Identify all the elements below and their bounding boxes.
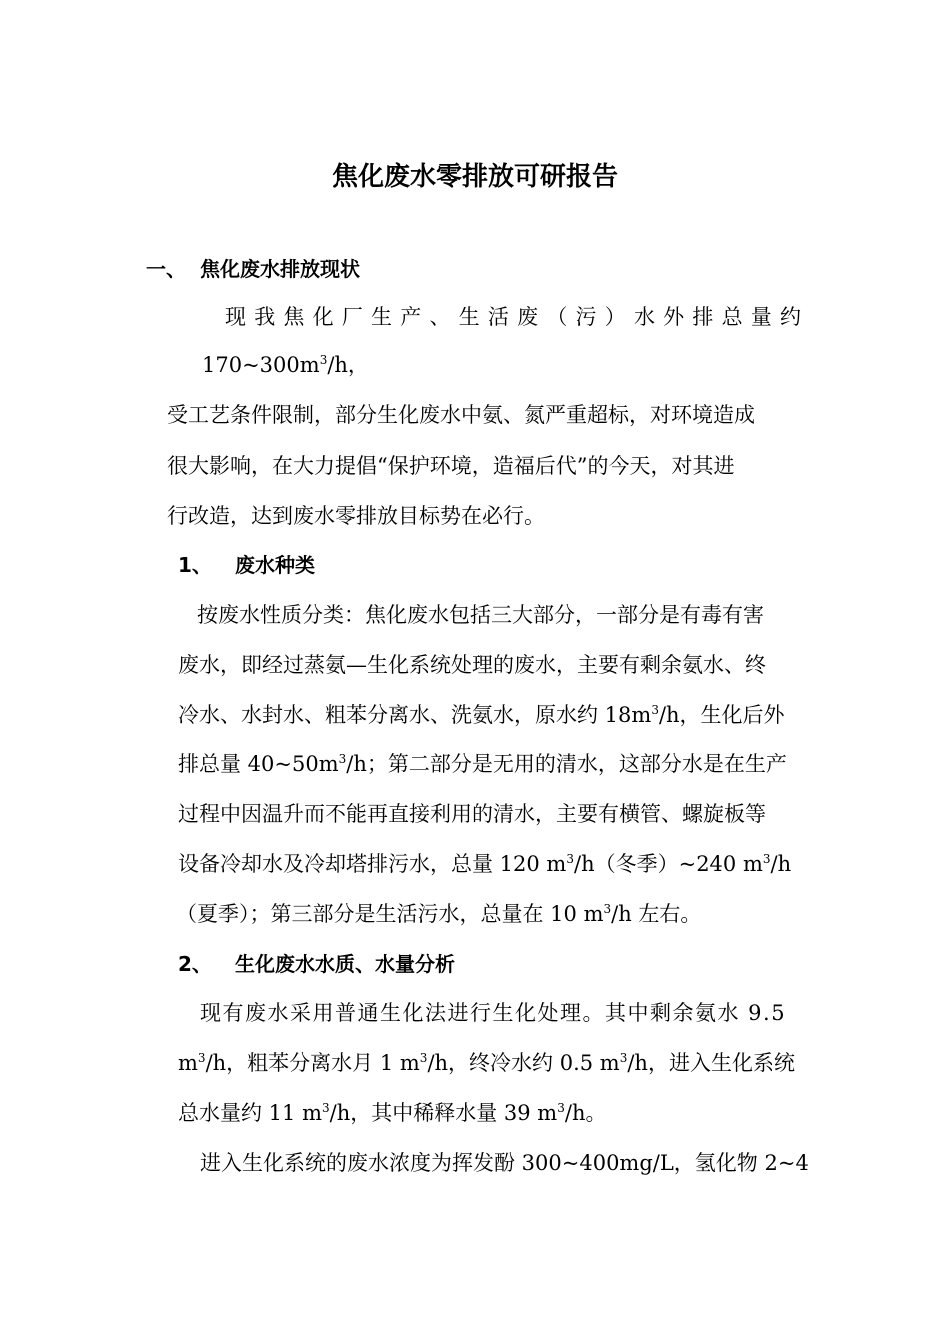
document-title: 焦化废水零排放可研报告 [331,162,618,192]
paragraph-line: 设备冷却水及冷却塔排污水，总量 120 $m^3/h$（冬季）~240 $m^3/h$ [178,852,792,876]
paragraph-line: 进入生化系统的废水浓度为挥发酚 300~400mg/L，氢化物 2~4 [200,1151,809,1175]
section-heading: 焦化废水排放现状 [200,257,360,281]
paragraph-line: $170\sim 300m^3/h$， [202,353,369,377]
subsection-heading: 生化废水水质、水量分析 [235,952,455,976]
paragraph-line: 冷水、水封水、粗苯分离水、洗氨水，原水约 $18m^3/h$，生化后外 [178,703,785,727]
paragraph-line: 受工艺条件限制，部分生化废水中氨、氮严重超标，对环境造成 [167,403,755,427]
paragraph-line: （夏季）；第三部分是生活污水，总量在 10 $m^3/h$ 左右。 [176,902,702,926]
subsection-heading: 废水种类 [235,553,315,577]
paragraph-line: $m^3/h$，粗苯分离水月 1 $m^3/h$，终冷水约 0.5 $m^3/h$，进入生化系统 [178,1051,795,1075]
paragraph-line: 现我焦化厂生产、生活废（污）水外排总量约 [225,305,805,329]
paragraph-line: 总水量约 11 $m^3/h$，其中稀释水量 39 $m^3/h$。 [178,1101,607,1125]
subsection-number: 1、 [178,553,212,577]
subsection-number: 2、 [178,952,212,976]
paragraph-line: 过程中因温升而不能再直接利用的清水，主要有横管、螺旋板等 [178,802,766,826]
paragraph-line: 按废水性质分类：焦化废水包括三大部分，一部分是有毒有害 [197,603,764,627]
paragraph-line: 现有废水采用普通生化法进行生化处理。其中剩余氨水 9.5 [200,1001,787,1025]
paragraph-line: 排总量 $40\sim 50m^3/h$；第二部分是无用的清水，这部分水是在生产 [178,752,787,776]
paragraph-line: 很大影响，在大力提倡“保护环境，造福后代”的今天，对其进 [167,454,735,478]
paragraph-line: 废水，即经过蒸氨—生化系统处理的废水，主要有剩余氨水、终 [178,653,766,677]
section-number: 一、 [146,257,186,281]
paragraph-line: 行改造，达到废水零排放目标势在必行。 [167,504,545,528]
